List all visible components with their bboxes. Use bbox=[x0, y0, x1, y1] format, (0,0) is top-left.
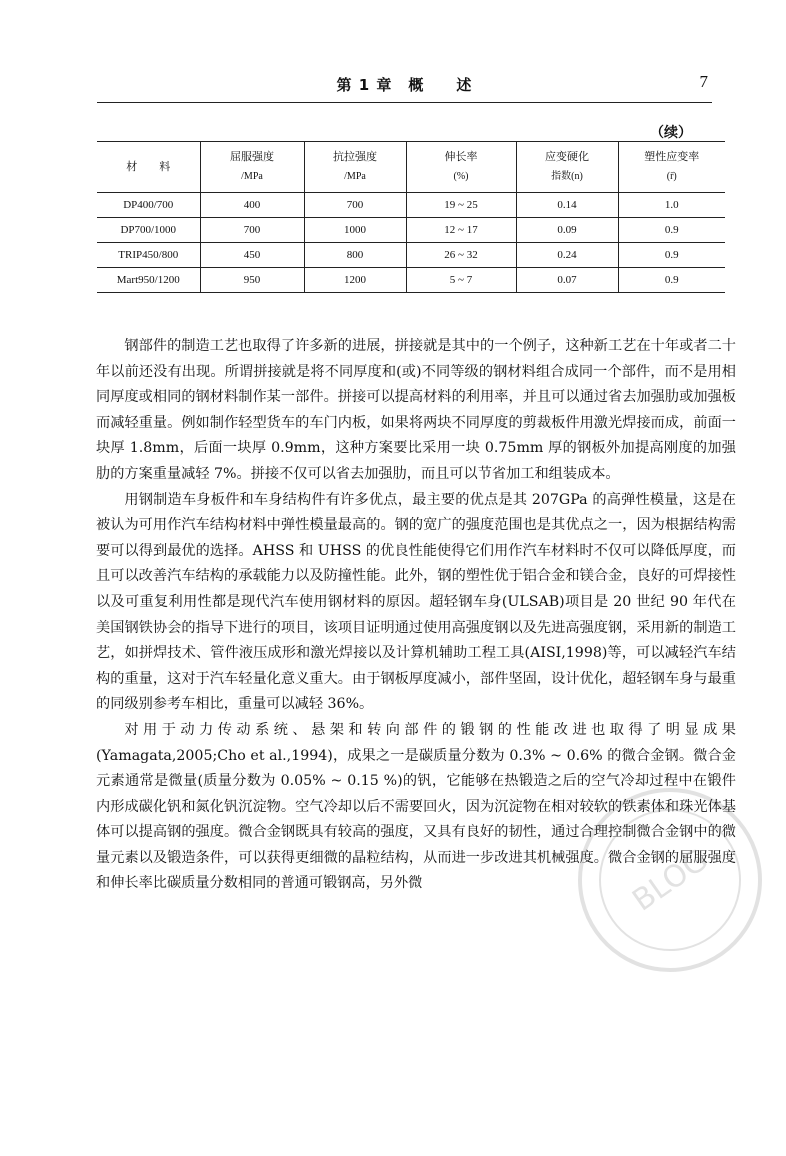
table-cell: 26 ~ 32 bbox=[406, 243, 516, 268]
table-cell: 0.9 bbox=[618, 243, 725, 268]
column-header: 伸长率 (%) bbox=[406, 142, 516, 193]
table-cell: 12 ~ 17 bbox=[406, 218, 516, 243]
table-cell: 950 bbox=[200, 268, 304, 293]
column-header: 材 料 bbox=[97, 142, 200, 193]
table-cell: 700 bbox=[200, 218, 304, 243]
table-cell: 400 bbox=[200, 193, 304, 218]
table-cell: 800 bbox=[304, 243, 406, 268]
table-cell: 700 bbox=[304, 193, 406, 218]
table-continued-label: （续） bbox=[650, 125, 692, 141]
page-number: 7 bbox=[699, 72, 708, 91]
column-header: 应变硬化 指数(n) bbox=[516, 142, 618, 193]
column-header: 屈服强度 /MPa bbox=[200, 142, 304, 193]
table-cell: 19 ~ 25 bbox=[406, 193, 516, 218]
table-cell: DP700/1000 bbox=[97, 218, 200, 243]
table-cell: 1200 bbox=[304, 268, 406, 293]
paragraph: 用钢制造车身板件和车身结构件有许多优点，最主要的优点是其 207GPa 的高弹性模量，这是在被认为可用作汽车结构材料中弹性模量最高的。钢的宽广的强度范围也是其优点之一，因为根据结构需要可以得到最优的选择。AHSS 和 UHSS 的优良性能使得它们用作汽车材料时不仅可以降低厚度，而且可以改善汽车结构的承载能力以及防撞性能。此外，钢的塑性优于铝合金和镁合金，良好的可焊接性以及可重复利用性都是现代汽车使用钢材料的原因。超轻钢车身(ULSAB)项目是 20 世纪 90 年代在美国钢铁协会的指导下进行的项目，该项目证明通过使用高强度钢以及先进高强度钢，采用新的制造工艺，如拼焊技术、管件液压成形和激光焊接以及计算机辅助工程工具(AISI,1998)等，可以减轻汽车结构的重量，这对于汽车轻量化意义重大。由于钢板厚度减小，部件坚固，设计优化，超轻钢车身与最重的同级别参考车相比，重量可以减轻 36%。 bbox=[96, 491, 736, 713]
watermark-text: BLOG bbox=[626, 842, 715, 919]
table-cell: TRIP450/800 bbox=[97, 243, 200, 268]
table-cell: 1.0 bbox=[618, 193, 725, 218]
table-row bbox=[97, 268, 725, 293]
table-cell: 0.07 bbox=[516, 268, 618, 293]
table-cell: 0.14 bbox=[516, 193, 618, 218]
table-cell: 5 ~ 7 bbox=[406, 268, 516, 293]
page-header bbox=[97, 70, 712, 103]
table-row bbox=[97, 243, 725, 268]
column-header: 塑性应变率 (r̄) bbox=[618, 142, 725, 193]
table-cell: 0.09 bbox=[516, 218, 618, 243]
table-header-row bbox=[97, 142, 725, 193]
table-cell: 0.9 bbox=[618, 218, 725, 243]
table-row bbox=[97, 193, 725, 218]
paragraph: 对用于动力传动系统、悬架和转向部件的锻钢的性能改进也取得了明显成果(Yamagata,2005;Cho et al.,1994)，成果之一是碳质量分数为 0.3% ~ 0.6% 的微合金钢。微合金元素通常是微量(质量分数为 0.05% ~ 0.15 %)的钒，它能够在热锻造之后的空气冷却过程中在锻件内形成碳化钒和氮化钒沉淀物。空气冷却以后不需要回火，因为沉淀物在相对较软的铁素体和珠光体基体可以提高钢的强度。微合金钢既具有较高的强度，又具有良好的韧性，通过合理控制微合金钢中的微量元素以及锻造条件，可以获得更细微的晶粒结构，从而进一步改进其机械强度。微合金钢的屈服强度和伸长率比碳质量分数相同的普通可锻钢高，另外微 bbox=[96, 721, 736, 892]
table-cell: 0.9 bbox=[618, 268, 725, 293]
table-row bbox=[97, 218, 725, 243]
table-cell: DP400/700 bbox=[97, 193, 200, 218]
table-cell: 450 bbox=[200, 243, 304, 268]
material-properties-table bbox=[97, 141, 725, 293]
table-cell: 1000 bbox=[304, 218, 406, 243]
table-cell: 0.24 bbox=[516, 243, 618, 268]
column-header: 抗拉强度 /MPa bbox=[304, 142, 406, 193]
chapter-title: 第 1 章 概 述 bbox=[336, 76, 473, 94]
paragraph: 钢部件的制造工艺也取得了许多新的进展，拼接就是其中的一个例子，这种新工艺在十年或者二十年以前还没有出现。所谓拼接就是将不同厚度和(或)不同等级的钢材料组合成同一个部件，而不是用相同厚度或相同的钢材料制作某一部件。拼接可以提高材料的利用率，并且可以通过省去加强肋或加强板而减轻重量。例如制作轻型货车的车门内板，如果将两块不同厚度的剪裁板件用激光焊接而成，前面一块厚 1.8mm，后面一块厚 0.9mm，这种方案要比采用一块 0.75mm 厚的钢板外加提高刚度的加强肋的方案重量减轻 7%。拼接不仅可以省去加强肋，而且可以节省加工和组装成本。 bbox=[96, 338, 736, 482]
table-cell: Mart950/1200 bbox=[97, 268, 200, 293]
